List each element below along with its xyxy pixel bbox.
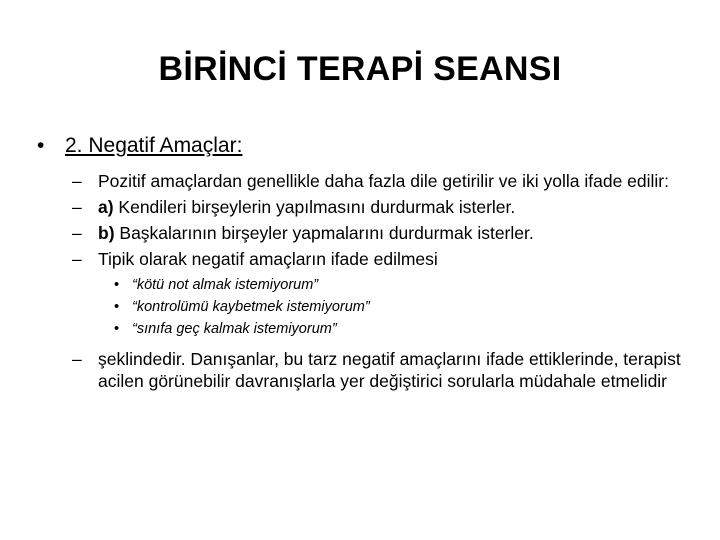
bullet-negatif-amaclar (34, 132, 694, 160)
sub-bullet-text: şeklindedir. Danışanlar, bu tarz negatif amaçlarını ifade ettiklerinde, terapist acilen görünebilir davranışlarla yer değiştirici sorularla müdahale etmelidir (98, 349, 681, 391)
bullet-dot: • (114, 321, 120, 337)
sub-bullet-text: Kendileri birşeylerin yapılmasını durdurmak isterler. (113, 197, 516, 217)
sub-bullet-item (34, 222, 694, 244)
sub-bullet-text: Başkalarının birşeyler yapmalarını durdurmak isterler. (114, 223, 534, 243)
sub-bullet-item (34, 348, 694, 392)
bullet-dot: • (114, 299, 120, 315)
example-text: “kontrolümü kaybetmek istemiyorum” (132, 299, 370, 315)
sub-bullet-item (34, 196, 694, 218)
dash-marker: – (72, 349, 82, 369)
example-item (34, 318, 694, 340)
dash-marker: – (72, 249, 82, 269)
example-item (34, 274, 694, 296)
example-list (34, 274, 694, 340)
example-text: “sınıfa geç kalmak istemiyorum” (132, 321, 337, 337)
bullet-dot: • (37, 134, 45, 157)
dash-marker: – (72, 223, 82, 243)
sub-bullet-prefix: a) (98, 197, 114, 217)
example-text: “kötü not almak istemiyorum” (132, 277, 319, 293)
dash-marker: – (72, 171, 82, 191)
sub-bullet-item (34, 170, 694, 192)
sub-bullet-text: Pozitif amaçlardan genellikle daha fazla dile getirilir ve iki yolla ifade edilir: (98, 171, 669, 191)
slide-content (34, 132, 694, 396)
dash-marker: – (72, 197, 82, 217)
sub-bullet-text: Tipik olarak negatif amaçların ifade edilmesi (98, 249, 438, 269)
example-item (34, 296, 694, 318)
sub-bullet-list (34, 170, 694, 392)
bullet-dot: • (114, 277, 120, 293)
sub-bullet-prefix: b) (98, 223, 115, 243)
slide-title: BİRİNCİ TERAPİ SEANSI (158, 50, 562, 88)
sub-bullet-item (34, 248, 694, 270)
bullet-heading-text: 2. Negatif Amaçlar: (65, 134, 243, 157)
